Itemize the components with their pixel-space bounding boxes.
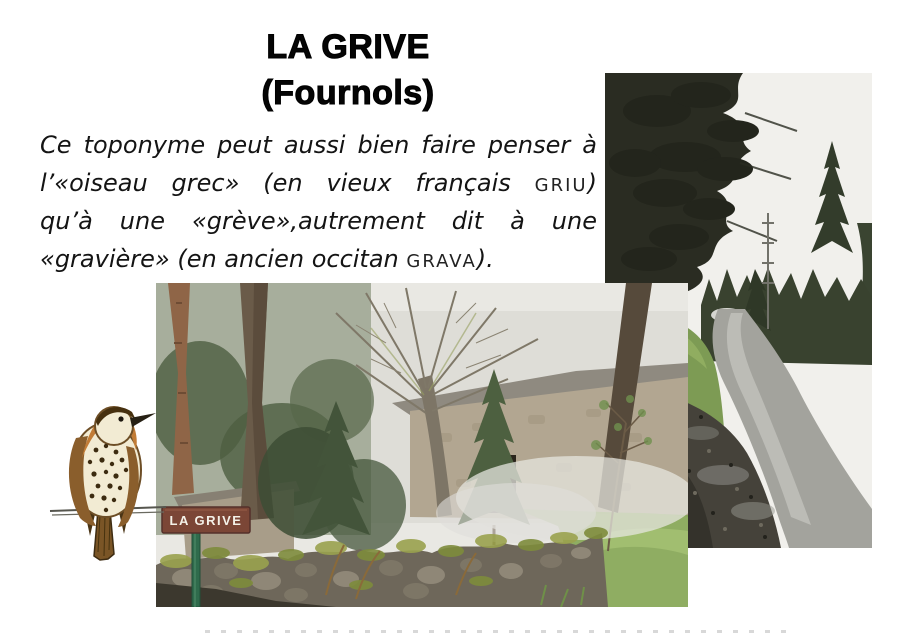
text-line-1: Ce toponyme peut aussi bien faire penser à bbox=[40, 131, 597, 159]
header bbox=[40, 28, 656, 112]
text-line-3: qu’à une «grève»,autrement dit à une bbox=[40, 207, 597, 235]
sign-label: LA GRIVE bbox=[169, 513, 243, 528]
old-occitan-term: GRAVA bbox=[406, 251, 477, 272]
old-french-term: GRIU bbox=[534, 175, 588, 196]
thrush-illustration bbox=[48, 400, 168, 565]
text-line-2: l’«oiseau grec» (en vieux français GRIU) bbox=[40, 169, 597, 197]
page-cut-line bbox=[205, 630, 787, 633]
body-text bbox=[40, 126, 597, 278]
hamlet-photo bbox=[156, 283, 688, 607]
page-subtitle: (Fournols) bbox=[261, 74, 435, 112]
text-line-4: «gravière» (en ancien occitan GRAVA). bbox=[40, 245, 494, 273]
page-title: LA GRIVE bbox=[266, 28, 430, 66]
